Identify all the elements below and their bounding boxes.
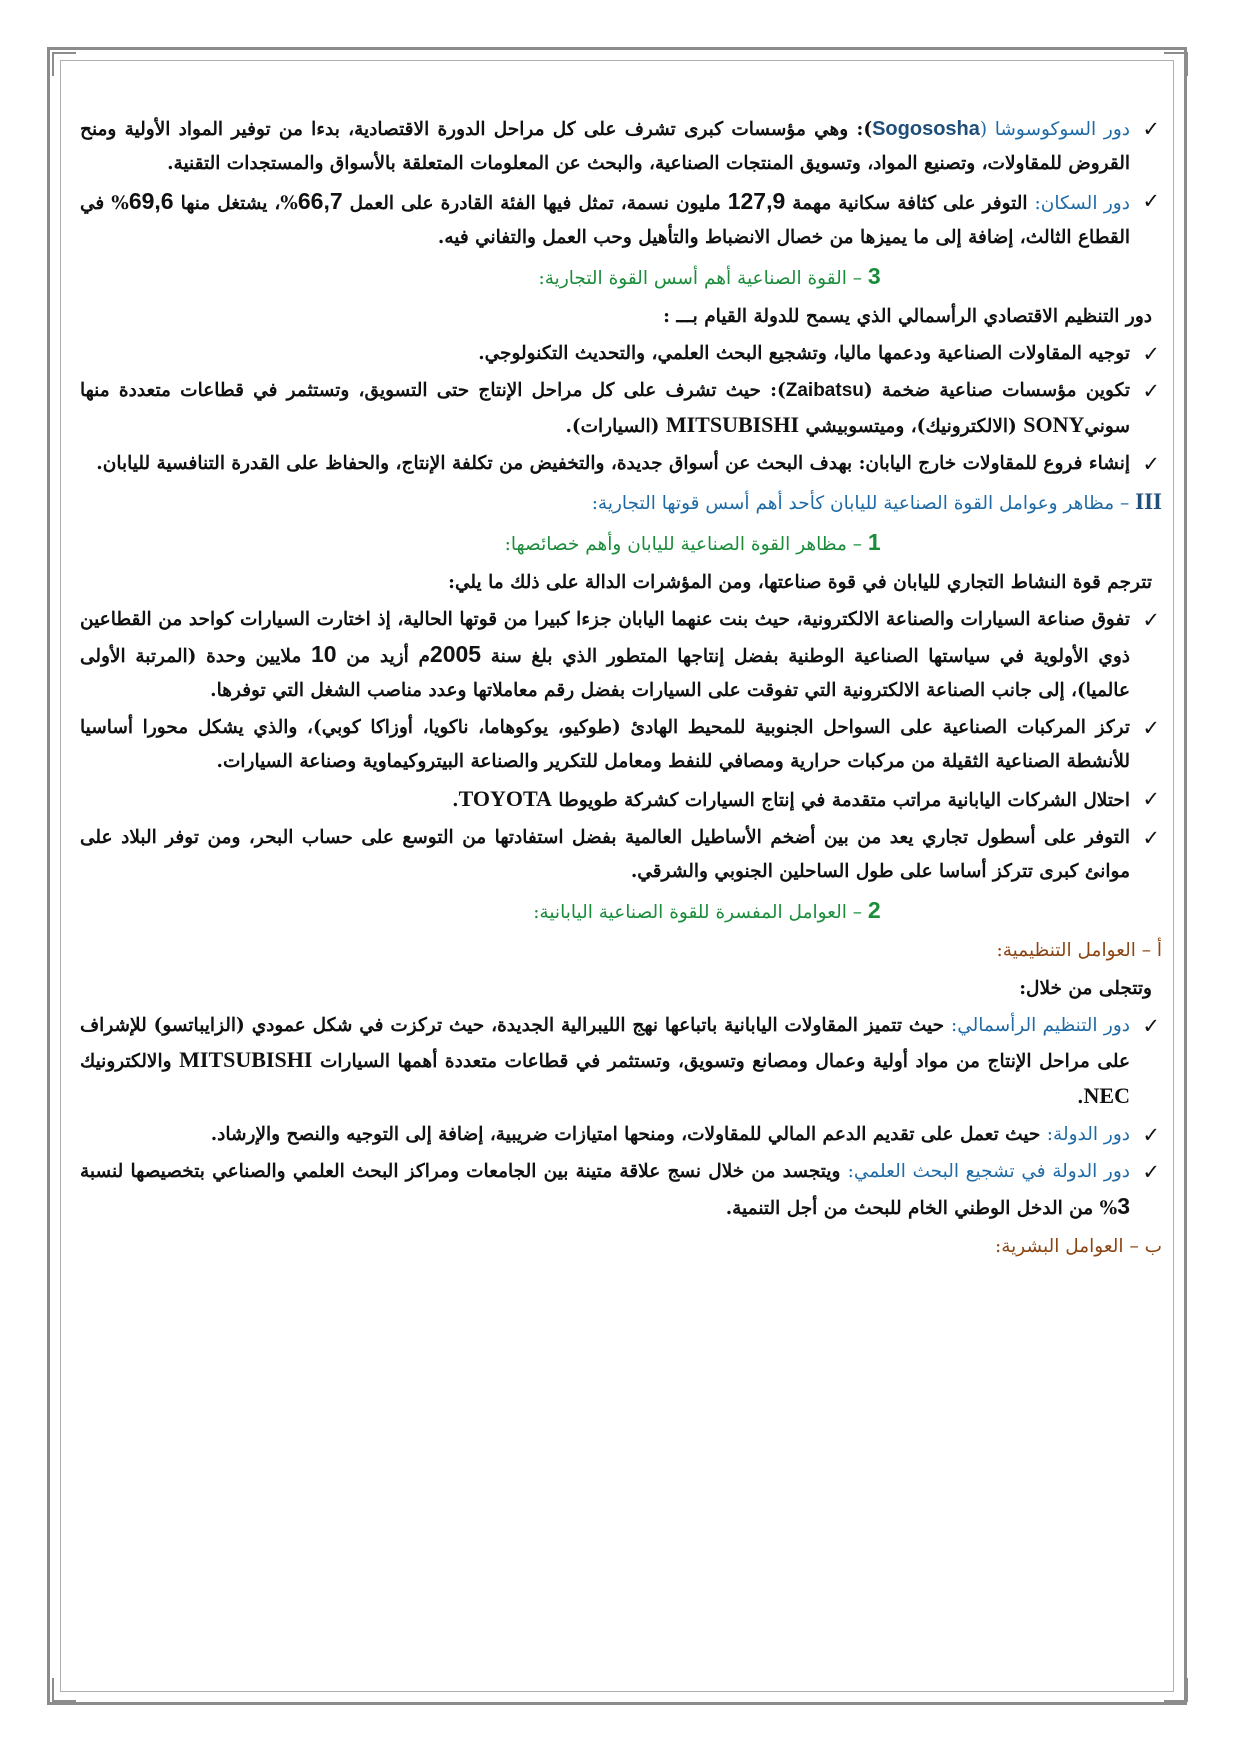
item-text: احتلال الشركات اليابانية مراتب متقدمة في إنتاج السيارات كشركة طويوطا [551,790,1130,811]
number: 127,9 [727,188,786,214]
list-item-toyota [80,782,1162,818]
frame-corner [1164,52,1188,76]
subheading-human: ب – العوامل البشرية: [995,1236,1162,1257]
check-icon: ✓ [1142,379,1160,403]
item-text: ملايين وحدة (المرتبة الأولى عالميا)، إلى جانب الصناعة الالكترونية التي تفوقت على السيارات بفضل رقم معاملاتها وعدد مناصب الشغل التي توفرها. [80,646,1130,701]
frame-corner [1164,1678,1188,1702]
list-item-research [80,1155,1162,1226]
list-item-sogososha [80,112,1162,181]
section-heading-2 [80,893,1162,930]
item-text: تفوق صناعة السيارات والصناعة الالكترونية، حيث بنت عنهما اليابان جزءا كبيرا من قوتها الحالية، إذ اختارت السيارات كواحد من القطاعين ذوي الأولوية في سياستها الصناعية الوطنية بفضل إنتاجها المتطور الذي بلغ سنة [80,609,1131,667]
list-item-orient [80,337,1162,371]
latin-term: Sogososha [872,118,980,140]
item-text: % من الدخل الوطني الخام للبحث من أجل التنمية. [725,1198,1118,1219]
check-icon: ✓ [1142,117,1160,141]
heading-number: 3 [867,263,881,289]
list-item-complexes [80,711,1162,779]
check-icon: ✓ [1142,1160,1160,1184]
subheading-organizational: أ – العوامل التنظيمية: [996,940,1162,961]
list-item-cars [80,603,1162,708]
item-text: (الالكترونيك)، وميتسوبيشي [799,416,1024,437]
check-icon: ✓ [1142,189,1160,213]
document-body [80,112,1162,1268]
list-item-cap-org [80,1009,1162,1115]
list-item-population [80,184,1162,255]
list-item-fleet [80,821,1162,889]
latin-term: NEC [1083,1083,1130,1108]
heading-text: – القوة الصناعية أهم أسس القوة التجارية: [538,268,868,289]
item-text: والالكترونيك [80,1051,180,1072]
check-icon: ✓ [1142,1014,1160,1038]
latin-term: MITSUBISHI [179,1047,313,1072]
section-heading-1 [80,525,1162,562]
number: 69,6 [128,188,174,214]
item-text: توجيه المقاولات الصناعية ودعمها ماليا، وتشجيع البحث العلمي، والتحديث التكنولوجي. [478,343,1130,364]
item-text: . [452,790,459,811]
check-icon: ✓ [1142,1123,1160,1147]
item-text: (السيارات). [565,416,666,437]
frame-corner [52,52,76,76]
heading-number: III [1135,489,1162,514]
check-icon: ✓ [1142,342,1160,366]
paragraph-capitalist-intro: دور التنظيم الاقتصادي الرأسمالي الذي يسمح للدولة القيام بـــ : [663,306,1152,327]
item-text: تركز المركبات الصناعية على السواحل الجنوبية للمحيط الهادئ (طوكيو، يوكوهاما، ناكويا، أوزاكا كوبي)، والذي يشكل محورا أساسيا للأنشطة الصناعية الثقيلة من مركبات حرارية ومصافي للنفط ومعامل للتكرير والصناعة البيتروكيماوية وصناعة السيارات. [80,717,1130,772]
item-text: % في القطاع الثالث، إضافة إلى ما يميزها من خصال الانضباط والتأهيل وحب العمل والتفاني فيه. [80,193,1130,248]
number: 10 [310,641,337,667]
item-text: . [1077,1087,1084,1108]
heading-text: – مظاهر القوة الصناعية لليابان وأهم خصائصها: [504,534,868,555]
item-text: %، يشتغل منها [173,193,298,214]
latin-term: SONY [1023,412,1085,437]
paragraph-through: وتتجلى من خلال: [1019,978,1152,999]
latin-term: Zaibatsu [785,380,864,401]
number: 3 [1117,1193,1130,1219]
check-icon: ✓ [1142,787,1160,811]
item-text: مليون نسمة، تمثل فيها الفئة القادرة على العمل [342,193,728,214]
item-text: ): وهي مؤسسات كبرى تشرف على كل مراحل الدورة الاقتصادية، بدءا من توفير المواد الأولية ومنح القروض للمقاولات، وتصنيع المواد، وتسويق المنتجات الصناعية، والبحث عن المعلومات المتعلقة بالأسواق والمستجدات التقنية. [80,119,1130,174]
item-text: ): حيث تشرف على كل مراحل الإنتاج حتى التسويق، وتستثمر في قطاعات متعددة منها سوني [80,380,1130,437]
list-item-state [80,1118,1162,1152]
check-icon: ✓ [1142,452,1160,476]
number: 66,7 [297,188,343,214]
latin-term: TOYOTA [458,786,552,811]
check-icon: ✓ [1142,608,1160,632]
section-heading-3 [80,259,1162,296]
item-text: م أزيد من [336,646,430,667]
item-text: ويتجسد من خلال نسج علاقة متينة بين الجامعات ومراكز البحث العلمي والصناعي بتخصيصها لنسبة [80,1161,848,1182]
item-label: دور السكان: [1034,193,1130,214]
number: 2005 [429,641,482,667]
item-label: دور التنظيم الرأسمالي: [950,1015,1130,1036]
item-text: التوفر على كثافة سكانية مهمة [785,193,1035,214]
check-icon: ✓ [1142,716,1160,740]
list-item-zaibatsu [80,374,1162,444]
item-text: التوفر على أسطول تجاري يعد من بين أضخم الأساطيل العالمية بفضل استفادتها من التوسع على حساب البحر، ومن توفر البلاد على موانئ كبرى تتركز أساسا على طول الساحلين الجنوبي والشرقي. [80,827,1130,882]
item-label: دور الدولة: [1046,1124,1130,1145]
section-heading-iii [80,485,1162,521]
item-label: دور الدولة في تشجيع البحث العلمي: [847,1161,1130,1182]
item-text: تكوين مؤسسات صناعية ضخمة ( [863,380,1130,401]
heading-text: – العوامل المفسرة للقوة الصناعية اليابانية: [533,902,868,923]
item-label: دور السوكوسوشا ( [979,119,1131,140]
item-text: إنشاء فروع للمقاولات خارج اليابان: بهدف البحث عن أسواق جديدة، والتخفيض من تكلفة الإنتاج، والحفاظ على القدرة التنافسية لليابان. [96,453,1130,474]
heading-number: 1 [867,529,881,555]
latin-term: MITSUBISHI [665,412,800,437]
heading-number: 2 [867,897,881,923]
frame-corner [52,1678,76,1702]
list-item-branches [80,447,1162,481]
paragraph-translate-intro: تترجم قوة النشاط التجاري لليابان في قوة صناعتها، ومن المؤشرات الدالة على ذلك ما يلي: [448,572,1152,593]
heading-text: – مظاهر وعوامل القوة الصناعية لليابان كأحد أهم أسس قوتها التجارية: [591,493,1136,514]
item-text: حيث تتميز المقاولات اليابانية باتباعها نهج الليبرالية الجديدة، حيث تركزت في شكل عمودي (الزايباتسو) للإشراف على مراحل الإنتاج من مواد أولية وعمال ومصانع وتسويق، وتستثمر في قطاعات متعددة أهمها السيارات [80,1015,1131,1072]
check-icon: ✓ [1142,826,1160,850]
item-text: حيث تعمل على تقديم الدعم المالي للمقاولات، ومنحها امتيازات ضريبية، إضافة إلى التوجيه والنصح والإرشاد. [210,1124,1047,1145]
